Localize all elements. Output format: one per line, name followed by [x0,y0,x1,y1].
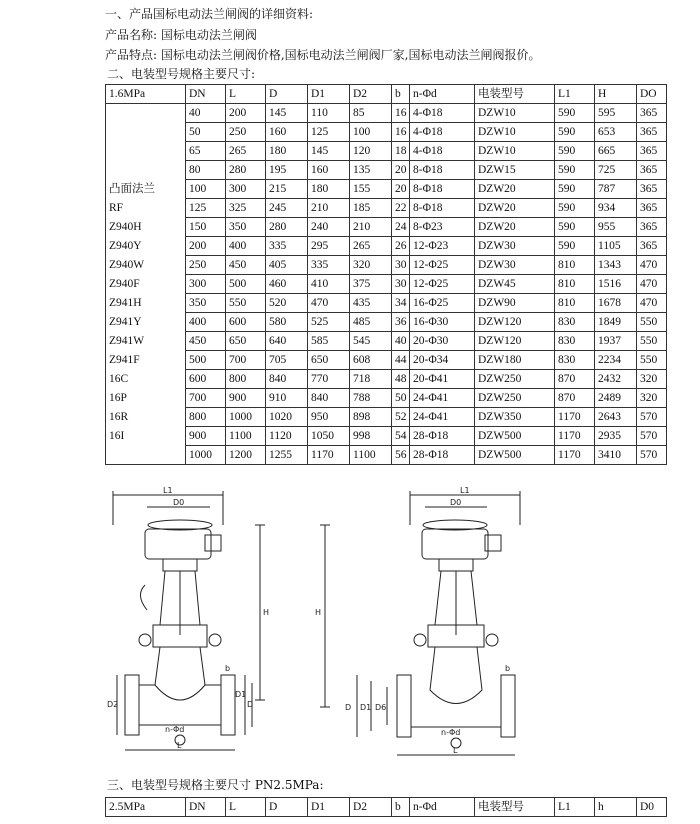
table-cell: 1020 [266,408,308,427]
table-row [106,313,667,332]
table-cell: 350 [226,218,266,237]
table-cell: 650 [226,332,266,351]
table1-header-cell: n-Φd [410,85,475,104]
table-cell: 910 [266,389,308,408]
table-cell: 700 [226,351,266,370]
table-row [106,142,667,161]
table-cell: 1050 [308,427,350,446]
table-row [106,180,667,199]
table-cell: DZW250 [475,370,555,389]
table-cell: 48 [392,370,410,389]
dim-label-d1-right: D1 [360,703,372,712]
table-cell: 590 [555,237,595,256]
table-cell: 240 [308,218,350,237]
table1-header-cell: L [226,85,266,104]
table-cell: 800 [186,408,226,427]
table-cell: DZW30 [475,256,555,275]
table-cell: 350 [186,294,226,313]
table-cell: 30 [392,275,410,294]
table-cell: 54 [392,427,410,446]
dim-label-h-left: H [263,608,270,617]
table-cell: 500 [226,275,266,294]
table-cell: 600 [186,370,226,389]
table-cell: 22 [392,199,410,218]
spec-table-2-5mpa [105,797,667,817]
table-cell: 2643 [595,408,637,427]
table-row [106,294,667,313]
table2-header-cell: b [392,798,410,817]
table-cell: 460 [266,275,308,294]
table2-header-row [106,798,667,817]
table-cell: 24-Φ41 [410,408,475,427]
model-label: Z941W [109,335,145,347]
dim-label-d6-right: D6 [375,703,387,712]
table-cell: DZW45 [475,275,555,294]
table-cell: 16 [392,104,410,123]
dim-label-nd-left: n-Φd [165,725,185,734]
table-cell: 450 [186,332,226,351]
table-cell: 100 [186,180,226,199]
table-cell: 12-Φ23 [410,237,475,256]
table-cell: 500 [186,351,226,370]
table-cell: 375 [350,275,392,294]
table2-header-cell: L1 [555,798,595,817]
table-cell: DZW350 [475,408,555,427]
table-cell: 16 [392,123,410,142]
table-cell: 16-Φ30 [410,313,475,332]
model-label: 16R [109,411,129,423]
table-cell: 870 [555,389,595,408]
dim-label-l-right: L [453,746,458,755]
model-label: RF [109,202,124,214]
table-row [106,237,667,256]
table-cell: 840 [266,370,308,389]
table-row [106,161,667,180]
table-cell: 665 [595,142,637,161]
table-cell: 20-Φ30 [410,332,475,351]
table-cell: 200 [226,104,266,123]
table-cell: 325 [226,199,266,218]
table1-header-cell: b [392,85,410,104]
table-cell: 2234 [595,351,637,370]
table-cell: 320 [350,256,392,275]
table-cell: DZW120 [475,332,555,351]
table-cell: 210 [308,199,350,218]
valve-drawing-left [105,485,280,755]
model-label: 16C [109,373,129,385]
model-label: Z940F [109,278,140,290]
table-cell: 20 [392,161,410,180]
table-cell: 195 [266,161,308,180]
table-cell: 470 [637,275,667,294]
table-cell: DZW20 [475,199,555,218]
table-cell: 365 [637,142,667,161]
table-row [106,256,667,275]
table-cell: 56 [392,446,410,465]
spec-table-1-6mpa [105,84,667,465]
table-cell: 590 [555,161,595,180]
table-cell: 595 [595,104,637,123]
table-cell: DZW500 [475,427,555,446]
table-cell: 245 [266,199,308,218]
table-cell: 18 [392,142,410,161]
table-cell: 34 [392,294,410,313]
table-cell: 40 [392,332,410,351]
table1-header-cell: D2 [350,85,392,104]
table-cell: 550 [637,313,667,332]
table-cell: 40 [186,104,226,123]
section3-heading: 三、电装型号规格主要尺寸 PN2.5MPa: [107,778,324,792]
table-cell: 870 [555,370,595,389]
table-cell: 160 [266,123,308,142]
table-cell: 1000 [226,408,266,427]
table-cell: 590 [555,104,595,123]
table-cell: 365 [637,104,667,123]
model-label: Z940H [109,221,142,233]
dim-label-d2-left: D2 [107,700,119,709]
table2-header-cell: D2 [350,798,392,817]
table-cell: 570 [637,408,667,427]
table-cell: 570 [637,427,667,446]
table-cell: 1937 [595,332,637,351]
table-cell: 955 [595,218,637,237]
table-cell: 550 [226,294,266,313]
table-cell: 215 [266,180,308,199]
table-cell: 800 [226,370,266,389]
table-cell: 28-Φ18 [410,446,475,465]
model-label: Z940W [109,259,145,271]
model-label: 16P [109,392,127,404]
dim-label-h-right: H [315,608,322,617]
table-row [106,408,667,427]
table-cell: 365 [637,199,667,218]
table1-header-cell: 1.6MPa [106,85,186,104]
table-cell: DZW15 [475,161,555,180]
dim-label-d1-left: D1 [235,690,247,699]
table-cell: 8-Φ23 [410,218,475,237]
table-cell: 44 [392,351,410,370]
table2-header-cell: h [595,798,637,817]
table-cell: 580 [266,313,308,332]
table-cell: 20-Φ41 [410,370,475,389]
table-cell: 1516 [595,275,637,294]
table-cell: DZW120 [475,313,555,332]
table-cell: DZW10 [475,123,555,142]
table-cell: 410 [308,275,350,294]
table2-header-cell: n-Φd [410,798,475,817]
table-cell: 830 [555,313,595,332]
table-cell: 135 [350,161,392,180]
table-cell: 1170 [555,427,595,446]
table-cell: 120 [350,142,392,161]
table-cell: 320 [637,389,667,408]
table-cell: 36 [392,313,410,332]
table-cell: 590 [555,123,595,142]
table-cell: 725 [595,161,637,180]
table-row [106,123,667,142]
table-row [106,446,667,465]
table-cell: 265 [350,237,392,256]
table-cell: 210 [350,218,392,237]
table-cell: 2489 [595,389,637,408]
table-cell: 50 [392,389,410,408]
table-cell: 2935 [595,427,637,446]
product-name-line: 产品名称: 国标电动法兰闸阀 [105,28,257,42]
dim-label-l1-left: L1 [163,486,173,495]
table-cell: 4-Φ18 [410,123,475,142]
model-labels-cell [106,104,186,465]
table-cell: 570 [637,446,667,465]
table-cell: 150 [186,218,226,237]
table-cell: DZW180 [475,351,555,370]
model-label: Z941Y [109,316,142,328]
table-cell: DZW500 [475,446,555,465]
table-row [106,275,667,294]
table-cell: 185 [350,199,392,218]
table-cell: 830 [555,332,595,351]
table2-header-cell: 2.5MPa [106,798,186,817]
table1-header-cell: H [595,85,637,104]
table-cell: 300 [186,275,226,294]
table-cell: 100 [350,123,392,142]
table-cell: 80 [186,161,226,180]
table-cell: 590 [555,142,595,161]
valve-drawing-left-svg [105,485,280,755]
dim-label-l-left: L [177,741,182,750]
table-cell: 718 [350,370,392,389]
table2-header-cell: L [226,798,266,817]
table-cell: 125 [308,123,350,142]
table-cell: 470 [637,294,667,313]
table1-header-row [106,85,667,104]
table-cell: 585 [308,332,350,351]
table2-header-cell: D1 [308,798,350,817]
table-row [106,370,667,389]
table-cell: 470 [308,294,350,313]
table1-header-cell: DN [186,85,226,104]
table-cell: 160 [308,161,350,180]
table-cell: DZW10 [475,142,555,161]
table-cell: 600 [226,313,266,332]
table-cell: 400 [186,313,226,332]
table-cell: DZW250 [475,389,555,408]
table-cell: 435 [350,294,392,313]
table-cell: 545 [350,332,392,351]
table-cell: 787 [595,180,637,199]
table-cell: 1170 [308,446,350,465]
table-cell: 365 [637,161,667,180]
table-cell: 180 [308,180,350,199]
table-cell: DZW30 [475,237,555,256]
dim-label-b-right: b [505,664,511,673]
table-cell: 155 [350,180,392,199]
table-cell: 125 [186,199,226,218]
table-cell: 8-Φ18 [410,180,475,199]
table-cell: 525 [308,313,350,332]
table-cell: 50 [186,123,226,142]
table2-header-cell: 电装型号 [475,798,555,817]
table-cell: DZW20 [475,180,555,199]
table-cell: 450 [226,256,266,275]
table-row [106,351,667,370]
table2-header-cell: D [266,798,308,817]
table-cell: 550 [637,351,667,370]
table-cell: 20-Φ34 [410,351,475,370]
table-cell: 1849 [595,313,637,332]
table-cell: 400 [226,237,266,256]
table1-header-cell: L1 [555,85,595,104]
table-cell: 608 [350,351,392,370]
table-row [106,427,667,446]
table-cell: 20 [392,180,410,199]
table-cell: 200 [186,237,226,256]
table-row [106,389,667,408]
table-cell: 705 [266,351,308,370]
table-cell: 12-Φ25 [410,275,475,294]
table-cell: 788 [350,389,392,408]
table-cell: 900 [226,389,266,408]
table2-header-cell: D0 [637,798,667,817]
dim-label-b-left: b [225,664,231,673]
table-cell: 250 [226,123,266,142]
table-cell: 1678 [595,294,637,313]
table-cell: DZW90 [475,294,555,313]
table-cell: 145 [308,142,350,161]
model-label: Z941H [109,297,142,309]
table-cell: 1343 [595,256,637,275]
table-cell: 250 [186,256,226,275]
table-cell: 898 [350,408,392,427]
table-cell: 16-Φ25 [410,294,475,313]
table-cell: 335 [266,237,308,256]
table-cell: 24-Φ41 [410,389,475,408]
table-cell: 4-Φ18 [410,142,475,161]
table-cell: DZW20 [475,218,555,237]
dim-label-d-left: D [247,700,254,709]
table-cell: 52 [392,408,410,427]
table-cell: 1100 [226,427,266,446]
table-cell: 550 [637,332,667,351]
table-cell: 840 [308,389,350,408]
table-cell: 30 [392,256,410,275]
product-features-line: 产品特点: 国标电动法兰闸阀价格,国标电动法兰闸阀厂家,国标电动法兰闸阀报价。 [105,48,541,62]
table-cell: 365 [637,237,667,256]
table-cell: 295 [308,237,350,256]
table-cell: 12-Φ25 [410,256,475,275]
table-cell: 365 [637,123,667,142]
table-cell: 405 [266,256,308,275]
table-cell: 590 [555,218,595,237]
intro-heading: 一、产品国标电动法兰闸阀的详细资料: [105,7,314,21]
dim-label-d0-right: D0 [450,498,462,507]
table-cell: 280 [266,218,308,237]
table1-header-cell: D [266,85,308,104]
table-cell: 1120 [266,427,308,446]
model-label: 16I [109,430,125,442]
table-cell: 8-Φ18 [410,199,475,218]
table1-header-cell: 电装型号 [475,85,555,104]
table-cell: 1200 [226,446,266,465]
table-cell: 265 [226,142,266,161]
table-cell: 280 [226,161,266,180]
table-cell: 145 [266,104,308,123]
table-cell: 1000 [186,446,226,465]
table-cell: 3410 [595,446,637,465]
table-cell: 300 [226,180,266,199]
table-cell: 810 [555,256,595,275]
table-cell: 180 [266,142,308,161]
table-cell: 24 [392,218,410,237]
table-cell: 934 [595,199,637,218]
table1-header-cell: DO [637,85,667,104]
table-cell: 590 [555,180,595,199]
table-cell: 4-Φ18 [410,104,475,123]
model-label: 凸面法兰 [109,183,155,195]
table-cell: 830 [555,351,595,370]
table-cell: 28-Φ18 [410,427,475,446]
table-cell: 1255 [266,446,308,465]
table-row [106,218,667,237]
table-cell: DZW10 [475,104,555,123]
model-label: Z940Y [109,240,142,252]
table-cell: 8-Φ18 [410,161,475,180]
table-cell: 770 [308,370,350,389]
table-cell: 1170 [555,446,595,465]
table-cell: 590 [555,199,595,218]
table-cell: 320 [637,370,667,389]
valve-drawing-right [315,485,530,765]
table-cell: 1105 [595,237,637,256]
valve-drawing-right-svg [315,485,530,765]
dim-label-nd-right: n-Φd [441,728,461,737]
section2-heading: 二、电装型号规格主要尺寸: [107,67,256,81]
model-label: Z941F [109,354,140,366]
table-cell: 520 [266,294,308,313]
table-cell: 1100 [350,446,392,465]
table-cell: 998 [350,427,392,446]
table-cell: 65 [186,142,226,161]
table-cell: 810 [555,275,595,294]
dim-label-d0-left: D0 [173,498,185,507]
dim-label-d-right: D [345,703,352,712]
table-cell: 1170 [555,408,595,427]
table-cell: 110 [308,104,350,123]
table-cell: 653 [595,123,637,142]
table-cell: 470 [637,256,667,275]
table-cell: 85 [350,104,392,123]
table-cell: 950 [308,408,350,427]
table1-header-cell: D1 [308,85,350,104]
table-cell: 900 [186,427,226,446]
table-cell: 26 [392,237,410,256]
table2-header-cell: DN [186,798,226,817]
table-cell: 810 [555,294,595,313]
table-cell: 485 [350,313,392,332]
table-cell: 365 [637,218,667,237]
table-cell: 640 [266,332,308,351]
table-row [106,199,667,218]
table-cell: 335 [308,256,350,275]
table-cell: 365 [637,180,667,199]
table-cell: 650 [308,351,350,370]
table-row [106,104,667,123]
table-row [106,332,667,351]
table-cell: 700 [186,389,226,408]
table-cell: 2432 [595,370,637,389]
model-labels-spacer [109,122,185,180]
dim-label-l1-right: L1 [460,486,470,495]
